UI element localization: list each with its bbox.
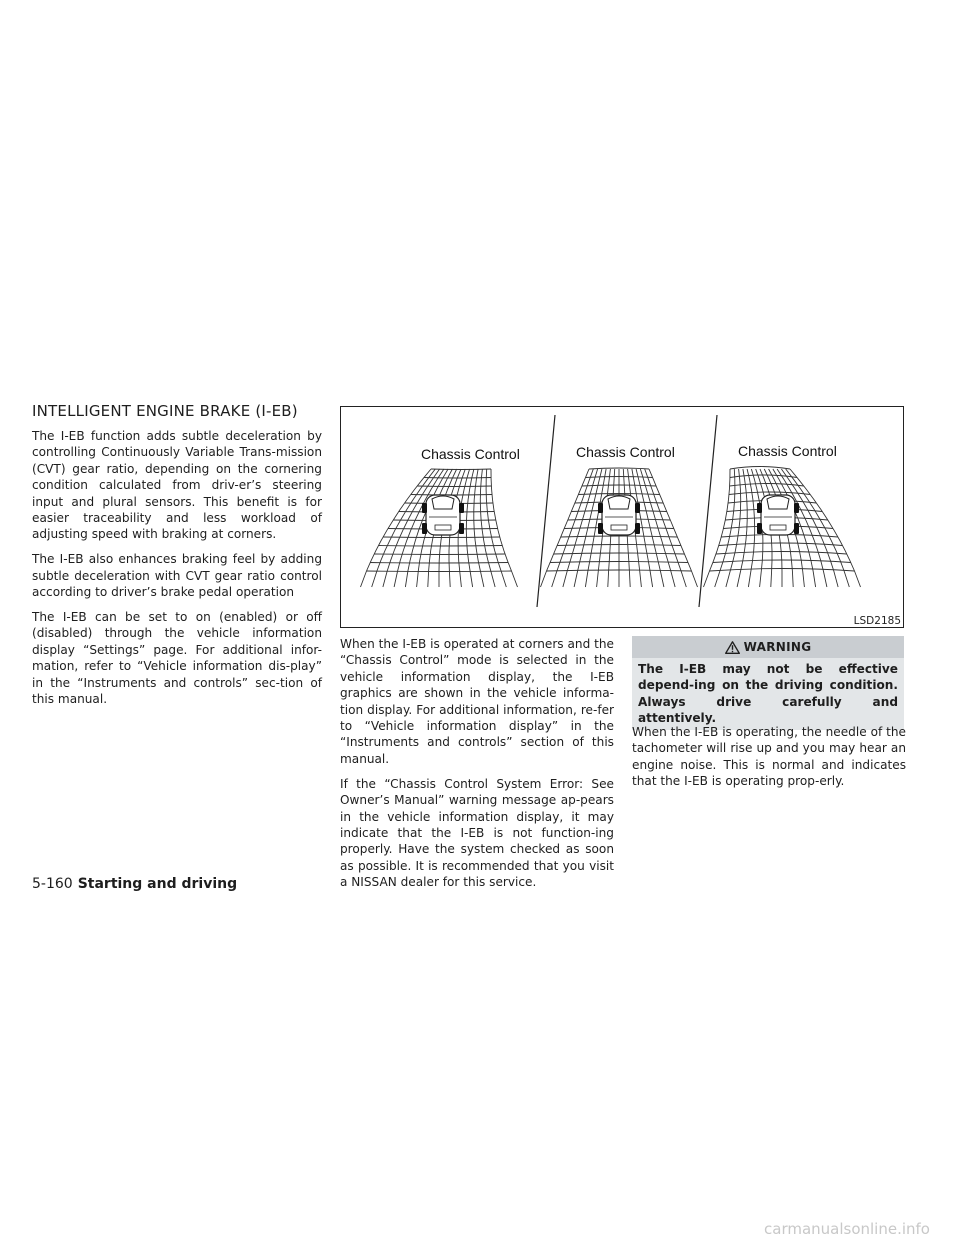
chassis-control-figure: [340, 406, 904, 628]
paragraph: The I-EB also enhances braking feel by adding subtle deceleration with CVT gear ratio control according to driver’s brake pedal operation: [32, 552, 322, 600]
paragraph: When the I-EB is operated at corners and the “Chassis Control” mode is selected in the vehicle information display, the I-EB graphics are shown in the vehicle informa-tion display. For additional information, re-fer to “Vehicle information display” in the “Instruments and controls” section of this manual.: [340, 637, 614, 766]
column-2: [340, 636, 614, 899]
paragraph: The I-EB function adds subtle deceleration by controlling Continuously Variable Trans-mission (CVT) gear ratio, depending on the cornering condition calculated from driv-er’s steering input and plural sensors. This benefit is for easier traceability and less workload of adjusting speed with braking at corners.: [32, 429, 322, 542]
warning-label: WARNING: [743, 640, 812, 654]
panel-divider: [699, 415, 717, 607]
warning-header: [632, 636, 904, 658]
column-3: [632, 724, 906, 798]
car-rear-view: [422, 495, 464, 535]
column-1: [32, 428, 322, 716]
panel-divider: [537, 415, 555, 607]
figure-code: LSD2185: [853, 615, 901, 627]
chassis-control-illustration: [341, 407, 905, 629]
car-rear-view: [598, 495, 640, 535]
panel-label-center: Chassis Control: [576, 444, 675, 460]
page-number: 5-160: [32, 876, 73, 892]
warning-triangle-icon: [725, 641, 740, 654]
footer-section-name: Starting and driving: [77, 876, 238, 892]
paragraph: When the I-EB is operating, the needle of the tachometer will rise up and you may hear an engine noise. This is normal and indicates that the I-EB is operating prop-erly.: [632, 725, 906, 789]
paragraph: If the “Chassis Control System Error: See Owner’s Manual” warning message ap-pears in the vehicle information display, it may indicate that the I-EB is not function-ing properly. Have the system checked as soon as possible. It is recommended that you visit a NISSAN dealer for this service.: [340, 776, 614, 890]
page-footer: [32, 876, 237, 892]
section-title: INTELLIGENT ENGINE BRAKE (I-EB): [32, 402, 298, 420]
panel-label-left: Chassis Control: [421, 446, 520, 462]
warning-text: The I-EB may not be effective depend-ing on the driving condition. Always drive carefully and attentively.: [632, 658, 904, 730]
panel-label-right: Chassis Control: [738, 443, 837, 459]
paragraph: The I-EB can be set to on (enabled) or off (disabled) through the vehicle information display “Settings” page. For additional infor-mation, refer to “Vehicle information dis-play” in the “Instruments and controls” sec-tion of this manual.: [32, 610, 322, 707]
car-rear-view: [757, 495, 799, 535]
watermark: carmanualsonline.info: [764, 1220, 930, 1238]
